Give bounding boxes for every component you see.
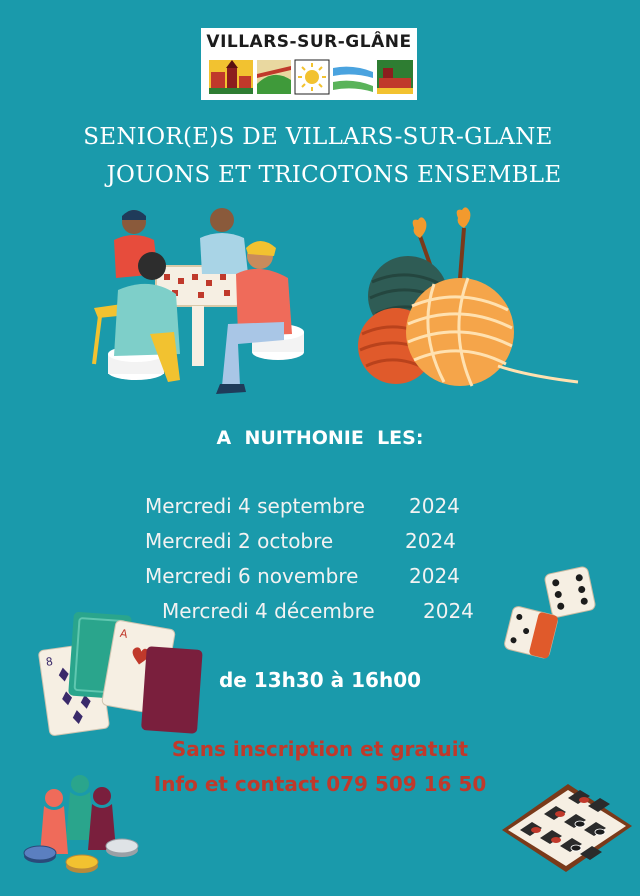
board-game-players-illustration <box>88 204 316 400</box>
svg-text:A: A <box>119 626 129 641</box>
date-year: 2024 <box>409 564 460 588</box>
date-row-2 <box>145 529 475 555</box>
dice-illustration <box>500 562 604 660</box>
logo-emblem-icon <box>207 54 415 96</box>
svg-text:8: 8 <box>44 655 54 669</box>
title-line-2: JOUONS ET TRICOTONS ENSEMBLE <box>106 162 562 188</box>
hours-text: de 13h30 à 16h00 <box>218 668 422 692</box>
yarn-balls-illustration <box>348 206 582 390</box>
free-entry-text: Sans inscription et gratuit <box>171 737 469 761</box>
date-day: Mercredi 2 octobre <box>145 529 334 553</box>
title-line-1: SENIOR(E)S DE VILLARS-SUR-GLANE <box>83 124 553 150</box>
date-year: 2024 <box>405 529 456 553</box>
logo-text: VILLARS-SUR-GLÂNE <box>206 32 412 52</box>
venue-heading: A NUITHONIE LES: <box>216 427 424 449</box>
date-row-1 <box>145 494 475 520</box>
date-row-4 <box>162 599 492 625</box>
municipality-logo <box>201 28 417 100</box>
game-pieces-illustration <box>22 770 146 880</box>
date-year: 2024 <box>409 494 460 518</box>
date-year: 2024 <box>423 599 474 623</box>
date-row-3 <box>145 564 475 590</box>
date-day: Mercredi 4 décembre <box>162 599 375 623</box>
checkers-board-illustration <box>498 780 636 876</box>
contact-text: Info et contact 079 509 16 50 <box>153 772 487 796</box>
date-day: Mercredi 4 septembre <box>145 494 365 518</box>
date-day: Mercredi 6 novembre <box>145 564 359 588</box>
